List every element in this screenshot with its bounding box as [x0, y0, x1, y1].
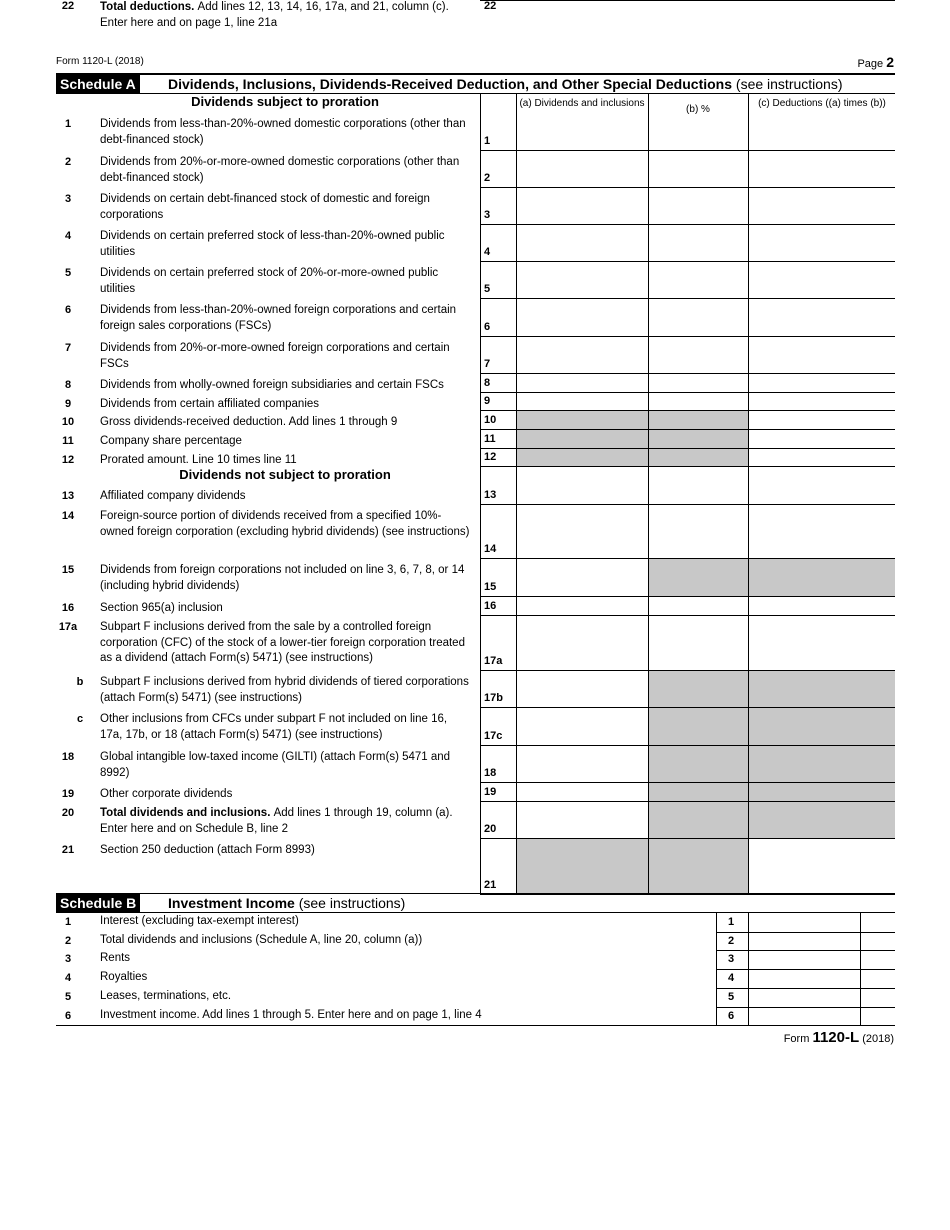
subhead-no-proration: Dividends not subject to proration — [179, 467, 391, 482]
line-number: 2 — [64, 934, 72, 947]
line-box-number: 21 — [484, 879, 497, 891]
entry-field-line-1-col-c[interactable] — [749, 113, 895, 150]
line-description-text: Dividends from less-than-20%-owned foreign corporations and certain foreign sales corporations (FSCs) — [100, 304, 457, 332]
entry-field-line-14-col-a[interactable] — [517, 505, 648, 558]
line-description-text: Other inclusions from CFCs under subpart F not included on line 16, 17a, 17b, or 18 (attach Form(s) 5471) (see instructions) — [100, 713, 448, 741]
shaded-cell — [649, 802, 748, 838]
row-rule — [480, 0, 895, 1]
schedule-b-badge: Schedule B — [56, 894, 140, 912]
line-number: 5 — [64, 267, 72, 279]
entry-field-line-16-col-b[interactable] — [649, 597, 748, 615]
investment-income-field-line-1[interactable] — [749, 913, 860, 932]
line-description-text: Global intangible low-taxed income (GILTI) (attach Form(s) 5471 and 8992) — [100, 751, 451, 779]
entry-field-line-3-col-b[interactable] — [649, 188, 748, 224]
shaded-cell — [749, 708, 895, 745]
line-box-number: 14 — [484, 543, 497, 555]
schedule-b-bottom-rule — [56, 1025, 895, 1026]
schedule-a-title — [168, 75, 843, 93]
line-description-bold: Total dividends and inclusions. — [100, 807, 274, 819]
schedule-a-badge: Schedule A — [56, 75, 140, 93]
shaded-cell — [649, 783, 748, 801]
line-description-text: Dividends from less-than-20%-owned domestic corporations (other than debt-financed stock) — [100, 118, 466, 146]
shaded-cell — [517, 430, 648, 448]
entry-field-line-9-col-c[interactable] — [749, 393, 895, 410]
line-description — [100, 303, 472, 334]
entry-field-line-2-col-b[interactable] — [649, 151, 748, 187]
line-number: 22 — [61, 0, 75, 12]
entry-field-line-17a-col-b[interactable] — [649, 616, 748, 670]
schedule-a-column-divider — [480, 93, 481, 894]
entry-field-line-16-col-c[interactable] — [749, 597, 895, 615]
entry-field-line-9-col-b[interactable] — [649, 393, 748, 410]
line-number: 3 — [64, 953, 72, 966]
line-description — [100, 806, 472, 837]
line-description-text: Section 250 deduction (attach Form 8993) — [100, 844, 315, 856]
line-description: Investment income. Add lines 1 through 5. Enter here and on page 1, line 4 — [100, 1008, 482, 1021]
shaded-cell — [749, 783, 895, 801]
line-description-text: Company share percentage — [100, 435, 242, 447]
line-description-bold: Total deductions. — [100, 1, 198, 13]
line-number: 4 — [64, 230, 72, 242]
shaded-cell — [649, 430, 748, 448]
entry-field-line-17b-col-a[interactable] — [517, 671, 648, 707]
line-box-number: 3 — [484, 209, 491, 221]
investment-income-field-line-6[interactable] — [749, 1007, 860, 1026]
line-description — [100, 843, 472, 859]
entry-field-line-9-col-a[interactable] — [517, 393, 648, 410]
page-number: 2 — [886, 54, 894, 70]
line-box-number: 16 — [484, 600, 497, 612]
shaded-cell — [649, 839, 748, 894]
line-description — [100, 415, 472, 431]
line-description — [100, 397, 472, 413]
line-number: 10 — [61, 416, 75, 428]
line-description — [100, 620, 472, 667]
line-box-number: 19 — [484, 786, 497, 798]
line-box-number: 17a — [484, 655, 503, 667]
line-box-number: 20 — [484, 823, 497, 835]
shaded-cell — [749, 671, 895, 707]
line-number: 12 — [61, 454, 75, 466]
investment-income-field-line-4[interactable] — [749, 969, 860, 988]
line-description — [100, 787, 472, 803]
line-description — [100, 601, 472, 617]
line-box-number: 18 — [484, 767, 497, 779]
line-number: 6 — [64, 1009, 72, 1022]
line-description-text: Dividends from 20%-or-more-owned domestic corporations (other than debt-financed stock) — [100, 156, 460, 184]
line-box-number: 12 — [484, 451, 497, 463]
schedule-b-title-text: Investment Income — [168, 895, 295, 911]
line-number: 6 — [64, 304, 72, 316]
shaded-cell — [649, 708, 748, 745]
entry-field-line-19-col-a[interactable] — [517, 783, 648, 801]
schedule-b-heading — [56, 894, 895, 912]
entry-field-line-14-col-c[interactable] — [749, 505, 895, 558]
line-description — [100, 192, 472, 223]
line-description-text: Dividends on certain preferred stock of less-than-20%-owned public utilities — [100, 230, 445, 258]
line-description — [100, 675, 472, 706]
line-description-text: Dividends from certain affiliated companies — [100, 398, 320, 410]
shaded-cell — [649, 559, 748, 596]
row-rule — [480, 466, 895, 467]
line-description — [100, 378, 472, 394]
line-description-text: Subpart F inclusions derived from hybrid dividends of tiered corporations (attach Form(s) 5471) (see instructions) — [100, 676, 469, 704]
page-label: Page — [857, 58, 884, 70]
line-box-number: 17b — [484, 692, 503, 704]
entry-field-line-2-col-c[interactable] — [749, 151, 895, 187]
line-description — [100, 155, 472, 186]
line-description-text: Dividends from foreign corporations not included on line 3, 6, 7, 8, or 14 (including hybrid dividends) — [100, 564, 465, 592]
line-number: 15 — [61, 564, 75, 576]
schedule-b-title — [168, 894, 405, 912]
entry-field-line-5-col-a[interactable] — [517, 262, 648, 298]
line-description — [100, 712, 472, 743]
line-description: Total dividends and inclusions (Schedule A, line 20, column (a)) — [100, 933, 423, 946]
line-number: 3 — [64, 193, 72, 205]
line-description — [100, 0, 472, 31]
entry-field-line-7-col-c[interactable] — [749, 337, 895, 373]
entry-field-line-14-col-b[interactable] — [649, 505, 748, 558]
entry-field-line-3-col-a[interactable] — [517, 188, 648, 224]
line-description-text: Prorated amount. Line 10 times line 11 — [100, 454, 297, 466]
line-number: 20 — [61, 807, 75, 819]
line-box-number: 4 — [484, 246, 491, 258]
line-description-text: Gross dividends-received deduction. Add lines 1 through 9 — [100, 416, 398, 428]
entry-field-line-10-col-c[interactable] — [749, 411, 895, 429]
entry-field-line-7-col-a[interactable] — [517, 337, 648, 373]
shaded-cell — [649, 411, 748, 429]
schedule-a-heading — [56, 75, 895, 93]
line-box-number: 2 — [484, 172, 491, 184]
line-number: 4 — [64, 972, 72, 985]
shaded-cell — [749, 802, 895, 838]
investment-income-field-line-2[interactable] — [749, 932, 860, 951]
line-number: c — [76, 713, 84, 725]
line-number: 1 — [64, 916, 72, 928]
line-number: 2 — [64, 156, 72, 168]
line-description-text: Affiliated company dividends — [100, 490, 246, 502]
entry-field-line-8-col-b[interactable] — [649, 374, 748, 392]
entry-field-line-4-col-b[interactable] — [649, 225, 748, 261]
line-box-number: 10 — [484, 414, 497, 426]
entry-field-line-3-col-c[interactable] — [749, 188, 895, 224]
entry-field-line-7-col-b[interactable] — [649, 337, 748, 373]
line-description: Rents — [100, 952, 131, 965]
shaded-cell — [649, 449, 748, 466]
entry-field-line-5-col-b[interactable] — [649, 262, 748, 298]
line-box-number: 3 — [728, 953, 735, 966]
shaded-cell — [749, 559, 895, 596]
entry-field-line-1-col-a[interactable] — [517, 113, 648, 150]
entry-field-line-12-col-c[interactable] — [749, 449, 895, 466]
line-number: 16 — [61, 602, 75, 614]
entry-field-line-4-col-a[interactable] — [517, 225, 648, 261]
line-description — [100, 434, 472, 450]
line-number: 7 — [64, 342, 72, 354]
entry-field-line-5-col-c[interactable] — [749, 262, 895, 298]
line-box-number: 7 — [484, 358, 491, 370]
shaded-cell — [649, 746, 748, 782]
line-number: 9 — [64, 398, 72, 410]
entry-field-line-16-col-a[interactable] — [517, 597, 648, 615]
line-description-text: Subpart F inclusions derived from the sale by a controlled foreign corporation (CFC) of the stock of a lower-tier foreign corporation treated as a dividend (attach Form(s) 5471) (see instructions) — [100, 621, 465, 664]
footer-form-number: 1120-L — [812, 1029, 860, 1046]
entry-field-line-1-col-b[interactable] — [649, 113, 748, 150]
line-description — [100, 341, 472, 372]
line-box-number: 15 — [484, 581, 497, 593]
line-box-number: 17c — [484, 730, 503, 742]
line-box-number: 2 — [728, 934, 735, 947]
line-number: 21 — [61, 844, 75, 856]
line-box-number: 1 — [484, 135, 491, 147]
line-box-number: 8 — [484, 377, 491, 389]
entry-field-line-6-col-c[interactable] — [749, 299, 895, 336]
line-box-number: 5 — [484, 283, 491, 295]
line-description-text: Dividends from wholly-owned foreign subsidiaries and certain FSCs — [100, 379, 444, 391]
investment-income-field-line-3[interactable] — [749, 950, 860, 969]
entry-field-line-21-col-c[interactable] — [749, 839, 895, 894]
col-a-header: (a) Dividends and inclusions — [519, 98, 645, 109]
line-description: Interest (excluding tax-exempt interest) — [100, 915, 299, 927]
entry-field-line-4-col-c[interactable] — [749, 225, 895, 261]
entry-field-line-20-col-a[interactable] — [517, 802, 648, 838]
schedule-a-title-text: Dividends, Inclusions, Dividends-Received Deduction, and Other Special Deductions — [168, 76, 733, 92]
entry-field-line-6-col-b[interactable] — [649, 299, 748, 336]
line-description-text: Add lines 12, 13, 14, 16, 17a, and 21, column (c). Enter here and on page 1, line 21a — [100, 1, 449, 29]
line-box-number: 22 — [484, 0, 497, 12]
entry-field-line-17c-col-a[interactable] — [517, 708, 648, 745]
line-description — [100, 229, 472, 260]
line-number: 13 — [61, 490, 75, 502]
line-description — [100, 563, 472, 594]
schedule-b-title-note: (see instructions) — [298, 895, 406, 911]
line-description — [100, 509, 472, 540]
line-box-number: 13 — [484, 489, 497, 501]
line-description: Royalties — [100, 971, 148, 984]
line-box-number: 6 — [484, 321, 491, 333]
line-number: 11 — [62, 435, 74, 447]
line-description — [100, 750, 472, 781]
line-description — [100, 489, 472, 505]
line-description-text: Dividends on certain preferred stock of 20%-or-more-owned public utilities — [100, 267, 439, 295]
line-description-text: Other corporate dividends — [100, 788, 233, 800]
col-b-header: (b) % — [686, 104, 710, 115]
schedule-a-title-note: (see instructions) — [735, 76, 843, 92]
footer-year: (2018) — [862, 1033, 894, 1045]
subhead-proration: Dividends subject to proration — [191, 94, 379, 109]
shaded-cell — [517, 839, 648, 894]
entry-field-line-18-col-a[interactable] — [517, 746, 648, 782]
shaded-cell — [649, 671, 748, 707]
line-number: 8 — [64, 379, 72, 391]
entry-field-line-8-col-c[interactable] — [749, 374, 895, 392]
line-description — [100, 117, 472, 148]
line-box-number: 4 — [728, 972, 735, 985]
investment-income-field-line-5[interactable] — [749, 988, 860, 1007]
line-number: b — [76, 676, 84, 688]
line-description-text: Dividends from 20%-or-more-owned foreign corporations and certain FSCs — [100, 342, 450, 370]
form-id: Form 1120-L (2018) — [56, 56, 144, 67]
entry-field-line-8-col-a[interactable] — [517, 374, 648, 392]
entry-field-line-11-col-c[interactable] — [749, 430, 895, 448]
entry-field-line-6-col-a[interactable] — [517, 299, 648, 336]
line-number: 5 — [64, 990, 72, 1003]
shaded-cell — [749, 746, 895, 782]
line-box-number: 6 — [728, 1009, 735, 1022]
line-number: 17a — [58, 621, 78, 633]
line-box-number: 1 — [728, 916, 735, 928]
shaded-cell — [517, 449, 648, 466]
entry-field-line-13-col-b[interactable] — [649, 485, 748, 504]
shaded-cell — [517, 411, 648, 429]
line-description-text: Foreign-source portion of dividends received from a specified 10%-owned foreign corporation (excluding hybrid dividends) (see instructions) — [100, 510, 470, 538]
form-footer — [784, 1029, 894, 1046]
line-number: 19 — [61, 788, 75, 800]
entry-field-line-13-col-a[interactable] — [517, 485, 648, 504]
line-box-number: 9 — [484, 395, 491, 407]
entry-field-line-13-col-c[interactable] — [749, 485, 895, 504]
line-description-text: Dividends on certain debt-financed stock of domestic and foreign corporations — [100, 193, 430, 221]
line-description — [100, 266, 472, 297]
entry-field-line-2-col-a[interactable] — [517, 151, 648, 187]
entry-field-line-17a-col-a[interactable] — [517, 616, 648, 670]
entry-field-line-17a-col-c[interactable] — [749, 616, 895, 670]
footer-form-word: Form — [783, 1033, 810, 1045]
line-box-number: 11 — [484, 433, 496, 445]
line-number: 1 — [64, 118, 72, 130]
line-number: 18 — [61, 751, 75, 763]
entry-field-line-15-col-a[interactable] — [517, 559, 648, 596]
page-indicator — [857, 54, 894, 70]
line-description: Leases, terminations, etc. — [100, 989, 232, 1002]
line-number: 14 — [61, 510, 75, 522]
line-description-text: Add lines 1 through 19, column (a). Enter here and on Schedule B, line 2 — [100, 807, 453, 835]
col-c-header: (c) Deductions ((a) times (b)) — [758, 98, 886, 109]
line-box-number: 5 — [728, 990, 735, 1003]
line-description-text: Section 965(a) inclusion — [100, 602, 223, 614]
